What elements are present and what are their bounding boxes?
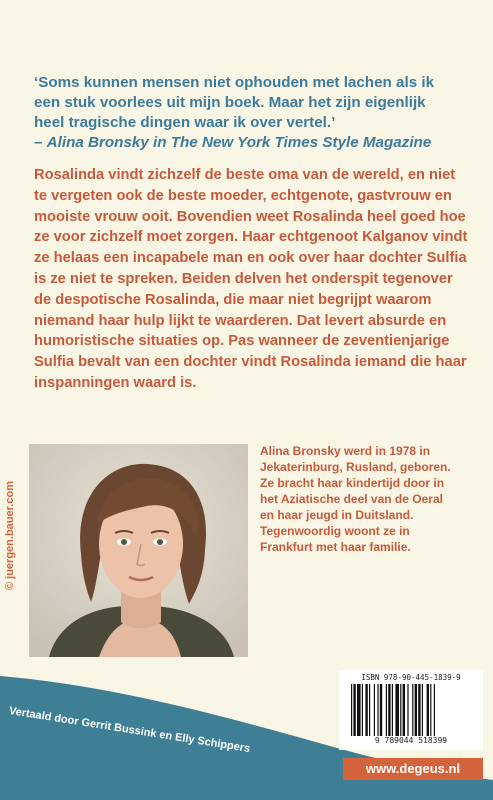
- bio-line: Ze bracht haar kindertijd door in: [260, 476, 445, 490]
- bio-line: Frankfurt met haar familie.: [260, 540, 411, 554]
- bio-line: en haar jeugd in Duitsland.: [260, 508, 414, 522]
- author-photo: [29, 444, 248, 657]
- attribution-in: in: [148, 134, 171, 151]
- blurb-line: de despotische Rosalinda, die maar niet begrijpt waarom: [34, 291, 432, 308]
- bio-line: Jekaterinburg, Rusland, geboren.: [260, 460, 451, 474]
- barcode: [339, 670, 483, 750]
- translator-credit: Vertaald door Gerrit Bussink en Elly Schippers: [8, 705, 251, 756]
- bio-line: het Aziatische deel van de Oeral: [260, 492, 443, 506]
- blurb-line: mooiste vrouw ooit. Bovendien weet Rosalinda heel goed hoe: [34, 208, 466, 225]
- blurb-line: inspanningen waard is.: [34, 374, 197, 391]
- publisher-website[interactable]: www.degeus.nl: [343, 758, 483, 780]
- photo-credit: © juergen.bauer.com: [4, 481, 16, 590]
- blurb-line: ze helaas een incapabele man en ook over haar dochter Sulfia: [34, 250, 467, 267]
- blurb-line: niemand haar hulp lijkt te waarderen. Dat levert absurde en: [34, 312, 447, 329]
- blurb-line: ze voor zichzelf moet zorgen. Haar echtgenoot Kalganov vindt: [34, 229, 468, 246]
- blurb-line: te vergeten ook de beste moeder, echtgenote, gastvrouw en: [34, 187, 452, 204]
- blurb-line: is ze niet te spreken. Beiden delven het onderspit tegenover: [34, 270, 453, 287]
- press-quote: [34, 73, 474, 153]
- quote-line-2: een stuk voorlees uit mijn boek. Maar het zijn eigenlijk: [34, 94, 426, 111]
- blurb-line: Sulfia bevalt van een dochter vindt Rosalinda iemand die haar: [34, 354, 467, 371]
- barcode-digits: 9 789044 518399: [374, 736, 448, 745]
- bio-line: Tegenwoordig woont ze in: [260, 524, 410, 538]
- attribution-magazine: The New York Times Style Magazine: [170, 134, 432, 151]
- author-portrait-icon: [29, 444, 248, 657]
- quote-line-3: heel tragische dingen waar ik over vertel.’: [34, 114, 336, 131]
- bio-line: Alina Bronsky werd in 1978 in: [260, 444, 431, 458]
- barcode-bars-icon: [351, 684, 471, 736]
- attribution-author: Alina Bronsky: [46, 134, 149, 151]
- quote-attribution: [34, 133, 474, 153]
- blurb-line: Rosalinda vindt zichzelf de beste oma van de wereld, en niet: [34, 167, 456, 183]
- isbn-label: ISBN 978-90-445-1839-9: [361, 673, 461, 682]
- blurb-line: humoristische situaties op. Pas wanneer de zeventienjarige: [34, 333, 450, 350]
- author-bio: [260, 443, 485, 555]
- quote-line-1: ‘Soms kunnen mensen niet ophouden met lachen als ik: [34, 74, 435, 91]
- book-blurb: [34, 165, 474, 394]
- attribution-dash: –: [34, 134, 47, 151]
